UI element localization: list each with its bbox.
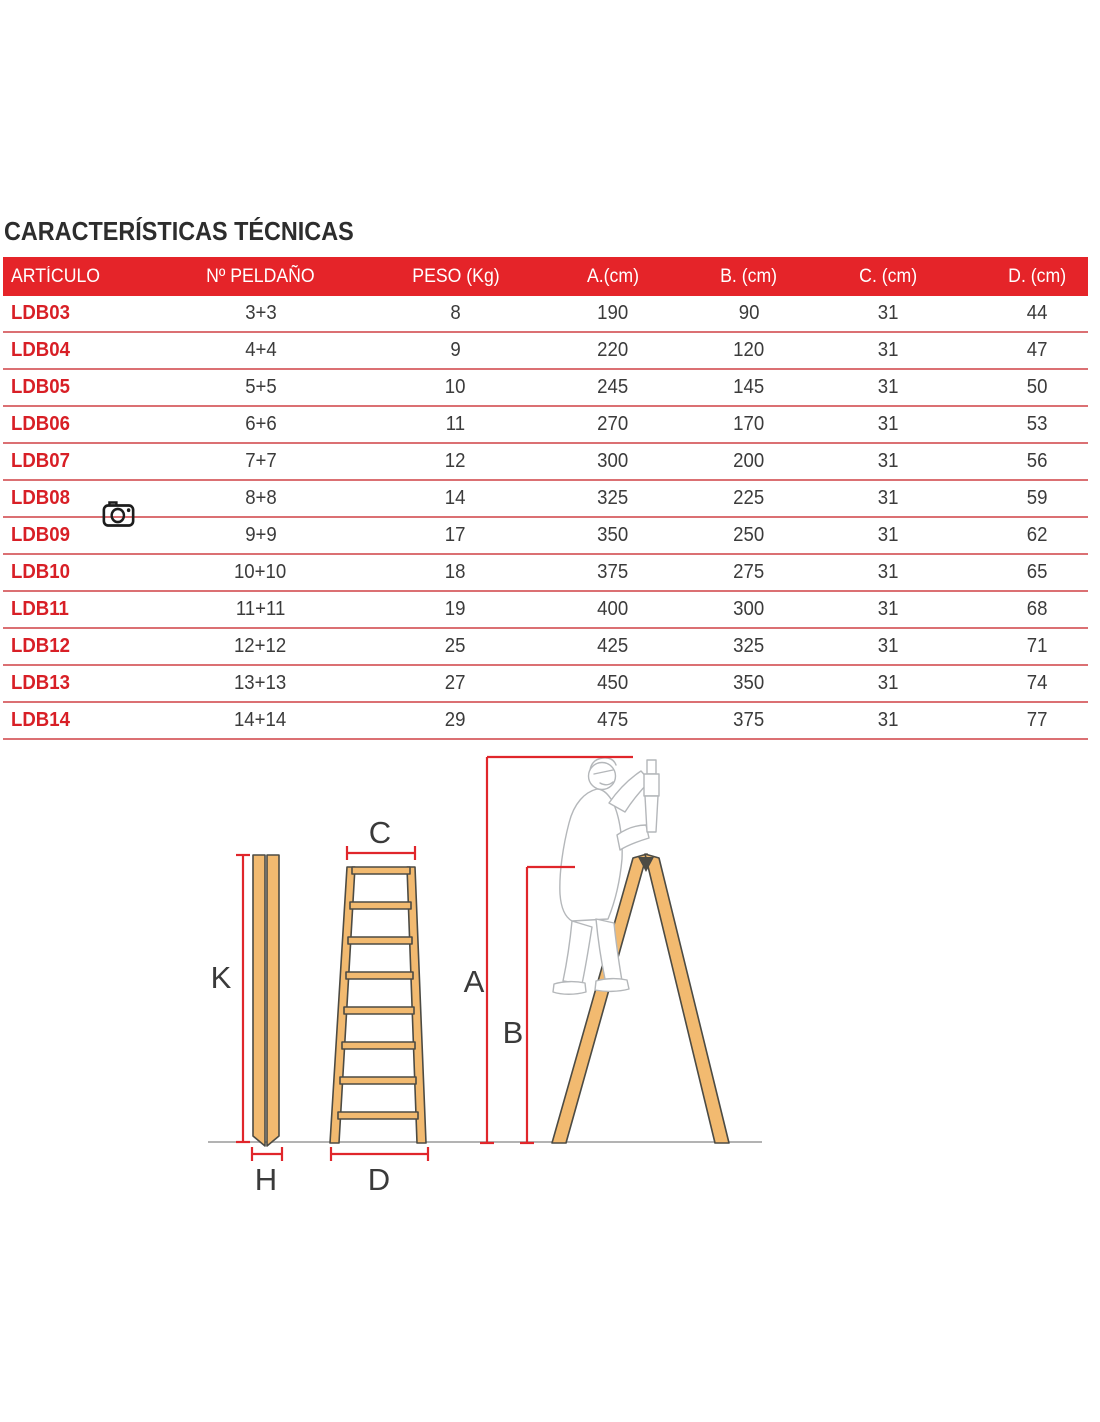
cell-articulo <box>3 524 173 547</box>
cell-b: 120 <box>733 339 765 361</box>
cell-c: 31 <box>877 561 899 583</box>
cell-articulo <box>3 598 173 621</box>
dimension-d-line <box>331 1147 428 1161</box>
person-arm <box>617 825 649 850</box>
cell-peldano: 8+8 <box>244 487 277 509</box>
cell-b: 225 <box>733 487 765 509</box>
cell-peso: 8 <box>450 302 461 324</box>
dimension-label-d: D <box>367 1162 391 1197</box>
cell-peldano: 11+11 <box>235 598 286 620</box>
cell-b: 300 <box>733 598 765 620</box>
cell-b: 170 <box>733 413 765 435</box>
article-code: LDB11 <box>11 598 69 620</box>
dimension-label-a: A <box>463 964 485 999</box>
column-header-peldano: Nº PELDAÑO <box>206 265 315 287</box>
cell-peso: 12 <box>445 450 466 472</box>
cell-articulo <box>3 413 173 436</box>
table-row <box>3 333 1088 370</box>
cell-articulo <box>3 339 173 362</box>
cell-a: 475 <box>597 709 629 731</box>
column-header-peso: PESO (Kg) <box>411 265 500 287</box>
cell-d: 77 <box>1027 709 1048 731</box>
cell-articulo <box>3 302 173 325</box>
cell-d: 50 <box>1027 376 1048 398</box>
column-header-c: C. (cm) <box>859 265 917 287</box>
page-title: CARACTERÍSTICAS TÉCNICAS <box>4 216 354 246</box>
dimension-label-h: H <box>254 1162 278 1197</box>
cell-a: 270 <box>597 413 629 435</box>
person-torso <box>560 789 622 921</box>
article-code: LDB05 <box>11 376 70 398</box>
table-body <box>3 296 1088 740</box>
table-row <box>3 370 1088 407</box>
dimension-k-line <box>236 855 250 1142</box>
closed-ladder-figure <box>253 855 279 1146</box>
cell-a: 300 <box>597 450 629 472</box>
cell-peldano: 10+10 <box>234 561 287 583</box>
cell-c: 31 <box>877 709 899 731</box>
cell-articulo <box>3 376 173 399</box>
cell-a: 245 <box>597 376 629 398</box>
cell-d: 56 <box>1027 450 1048 472</box>
column-header-b: B. (cm) <box>720 265 778 287</box>
person-shoe <box>595 979 629 992</box>
cell-articulo <box>3 450 173 473</box>
cell-b: 200 <box>733 450 765 472</box>
cell-a: 325 <box>597 487 629 509</box>
column-header-articulo: ARTÍCULO <box>11 265 101 287</box>
cell-a: 450 <box>597 672 629 694</box>
article-code: LDB09 <box>11 524 70 546</box>
table-row <box>3 629 1088 666</box>
cell-c: 31 <box>877 635 899 657</box>
table-row <box>3 407 1088 444</box>
cell-c: 31 <box>877 339 899 361</box>
table-row <box>3 518 1088 555</box>
table-row <box>3 444 1088 481</box>
cell-peldano: 14+14 <box>234 709 287 731</box>
table-row <box>3 592 1088 629</box>
table-row <box>3 555 1088 592</box>
ladder-dimensions-diagram <box>0 740 1100 1422</box>
cell-a: 425 <box>597 635 629 657</box>
cell-c: 31 <box>877 376 899 398</box>
article-code: LDB04 <box>11 339 70 361</box>
cell-peldano: 7+7 <box>244 450 277 472</box>
cell-b: 145 <box>733 376 765 398</box>
article-code: LDB12 <box>11 635 70 657</box>
cell-c: 31 <box>877 598 899 620</box>
table-row <box>3 703 1088 740</box>
cell-a: 190 <box>597 302 629 324</box>
drill-icon <box>644 760 659 832</box>
cell-peso: 9 <box>450 339 461 361</box>
cell-articulo <box>3 487 173 510</box>
person-leg <box>563 921 592 984</box>
front-ladder-figure <box>330 867 426 1143</box>
cell-b: 275 <box>733 561 765 583</box>
cell-articulo <box>3 635 173 658</box>
cell-c: 31 <box>877 450 899 472</box>
table-row <box>3 296 1088 333</box>
table-row <box>3 481 1088 518</box>
table-row <box>3 666 1088 703</box>
cell-c: 31 <box>877 524 899 546</box>
cell-a: 375 <box>597 561 629 583</box>
column-header-d: D. (cm) <box>1008 265 1067 287</box>
dimension-label-c: C <box>368 815 392 850</box>
article-code: LDB08 <box>11 487 70 509</box>
cell-d: 62 <box>1027 524 1048 546</box>
person-shoe <box>553 982 586 995</box>
cell-peso: 14 <box>445 487 466 509</box>
person-head <box>589 763 616 790</box>
cell-peso: 19 <box>445 598 466 620</box>
cell-b: 350 <box>733 672 765 694</box>
cell-peldano: 9+9 <box>244 524 277 546</box>
cell-c: 31 <box>877 487 899 509</box>
dimension-label-b: B <box>502 1015 524 1050</box>
cell-peso: 27 <box>445 672 466 694</box>
cell-peso: 17 <box>445 524 466 546</box>
cell-peso: 29 <box>445 709 466 731</box>
cell-c: 31 <box>877 413 899 435</box>
person-figure <box>553 758 659 994</box>
dimension-h-line <box>252 1147 282 1161</box>
cell-peldano: 5+5 <box>244 376 277 398</box>
cell-peldano: 3+3 <box>244 302 277 324</box>
cell-peldano: 4+4 <box>244 339 277 361</box>
dimension-label-k: K <box>210 960 232 995</box>
cell-peldano: 12+12 <box>234 635 287 657</box>
spec-table <box>3 257 1088 740</box>
cell-d: 53 <box>1027 413 1048 435</box>
cell-b: 375 <box>733 709 765 731</box>
cell-b: 90 <box>738 302 760 324</box>
cell-peso: 25 <box>445 635 466 657</box>
cell-peldano: 13+13 <box>234 672 287 694</box>
cell-d: 65 <box>1027 561 1048 583</box>
cell-peso: 18 <box>445 561 466 583</box>
cell-b: 250 <box>733 524 765 546</box>
cell-articulo <box>3 709 173 732</box>
cell-peso: 10 <box>445 376 466 398</box>
table-header-row <box>3 257 1088 296</box>
cell-a: 400 <box>597 598 629 620</box>
article-code: LDB13 <box>11 672 70 694</box>
cell-a: 220 <box>597 339 629 361</box>
cell-d: 59 <box>1027 487 1048 509</box>
cell-a: 350 <box>597 524 629 546</box>
cell-d: 68 <box>1027 598 1048 620</box>
article-code: LDB07 <box>11 450 70 472</box>
article-code: LDB10 <box>11 561 70 583</box>
cell-peso: 11 <box>445 413 466 435</box>
cell-d: 74 <box>1027 672 1048 694</box>
article-code: LDB03 <box>11 302 70 324</box>
column-header-a: A.(cm) <box>586 265 640 287</box>
cell-d: 47 <box>1027 339 1048 361</box>
cell-b: 325 <box>733 635 765 657</box>
cell-articulo <box>3 561 173 584</box>
cell-articulo <box>3 672 173 695</box>
cell-d: 44 <box>1027 302 1048 324</box>
article-code: LDB06 <box>11 413 70 435</box>
cell-c: 31 <box>877 302 899 324</box>
cell-peldano: 6+6 <box>244 413 277 435</box>
cell-c: 31 <box>877 672 899 694</box>
cell-d: 71 <box>1027 635 1048 657</box>
article-code: LDB14 <box>11 709 70 731</box>
